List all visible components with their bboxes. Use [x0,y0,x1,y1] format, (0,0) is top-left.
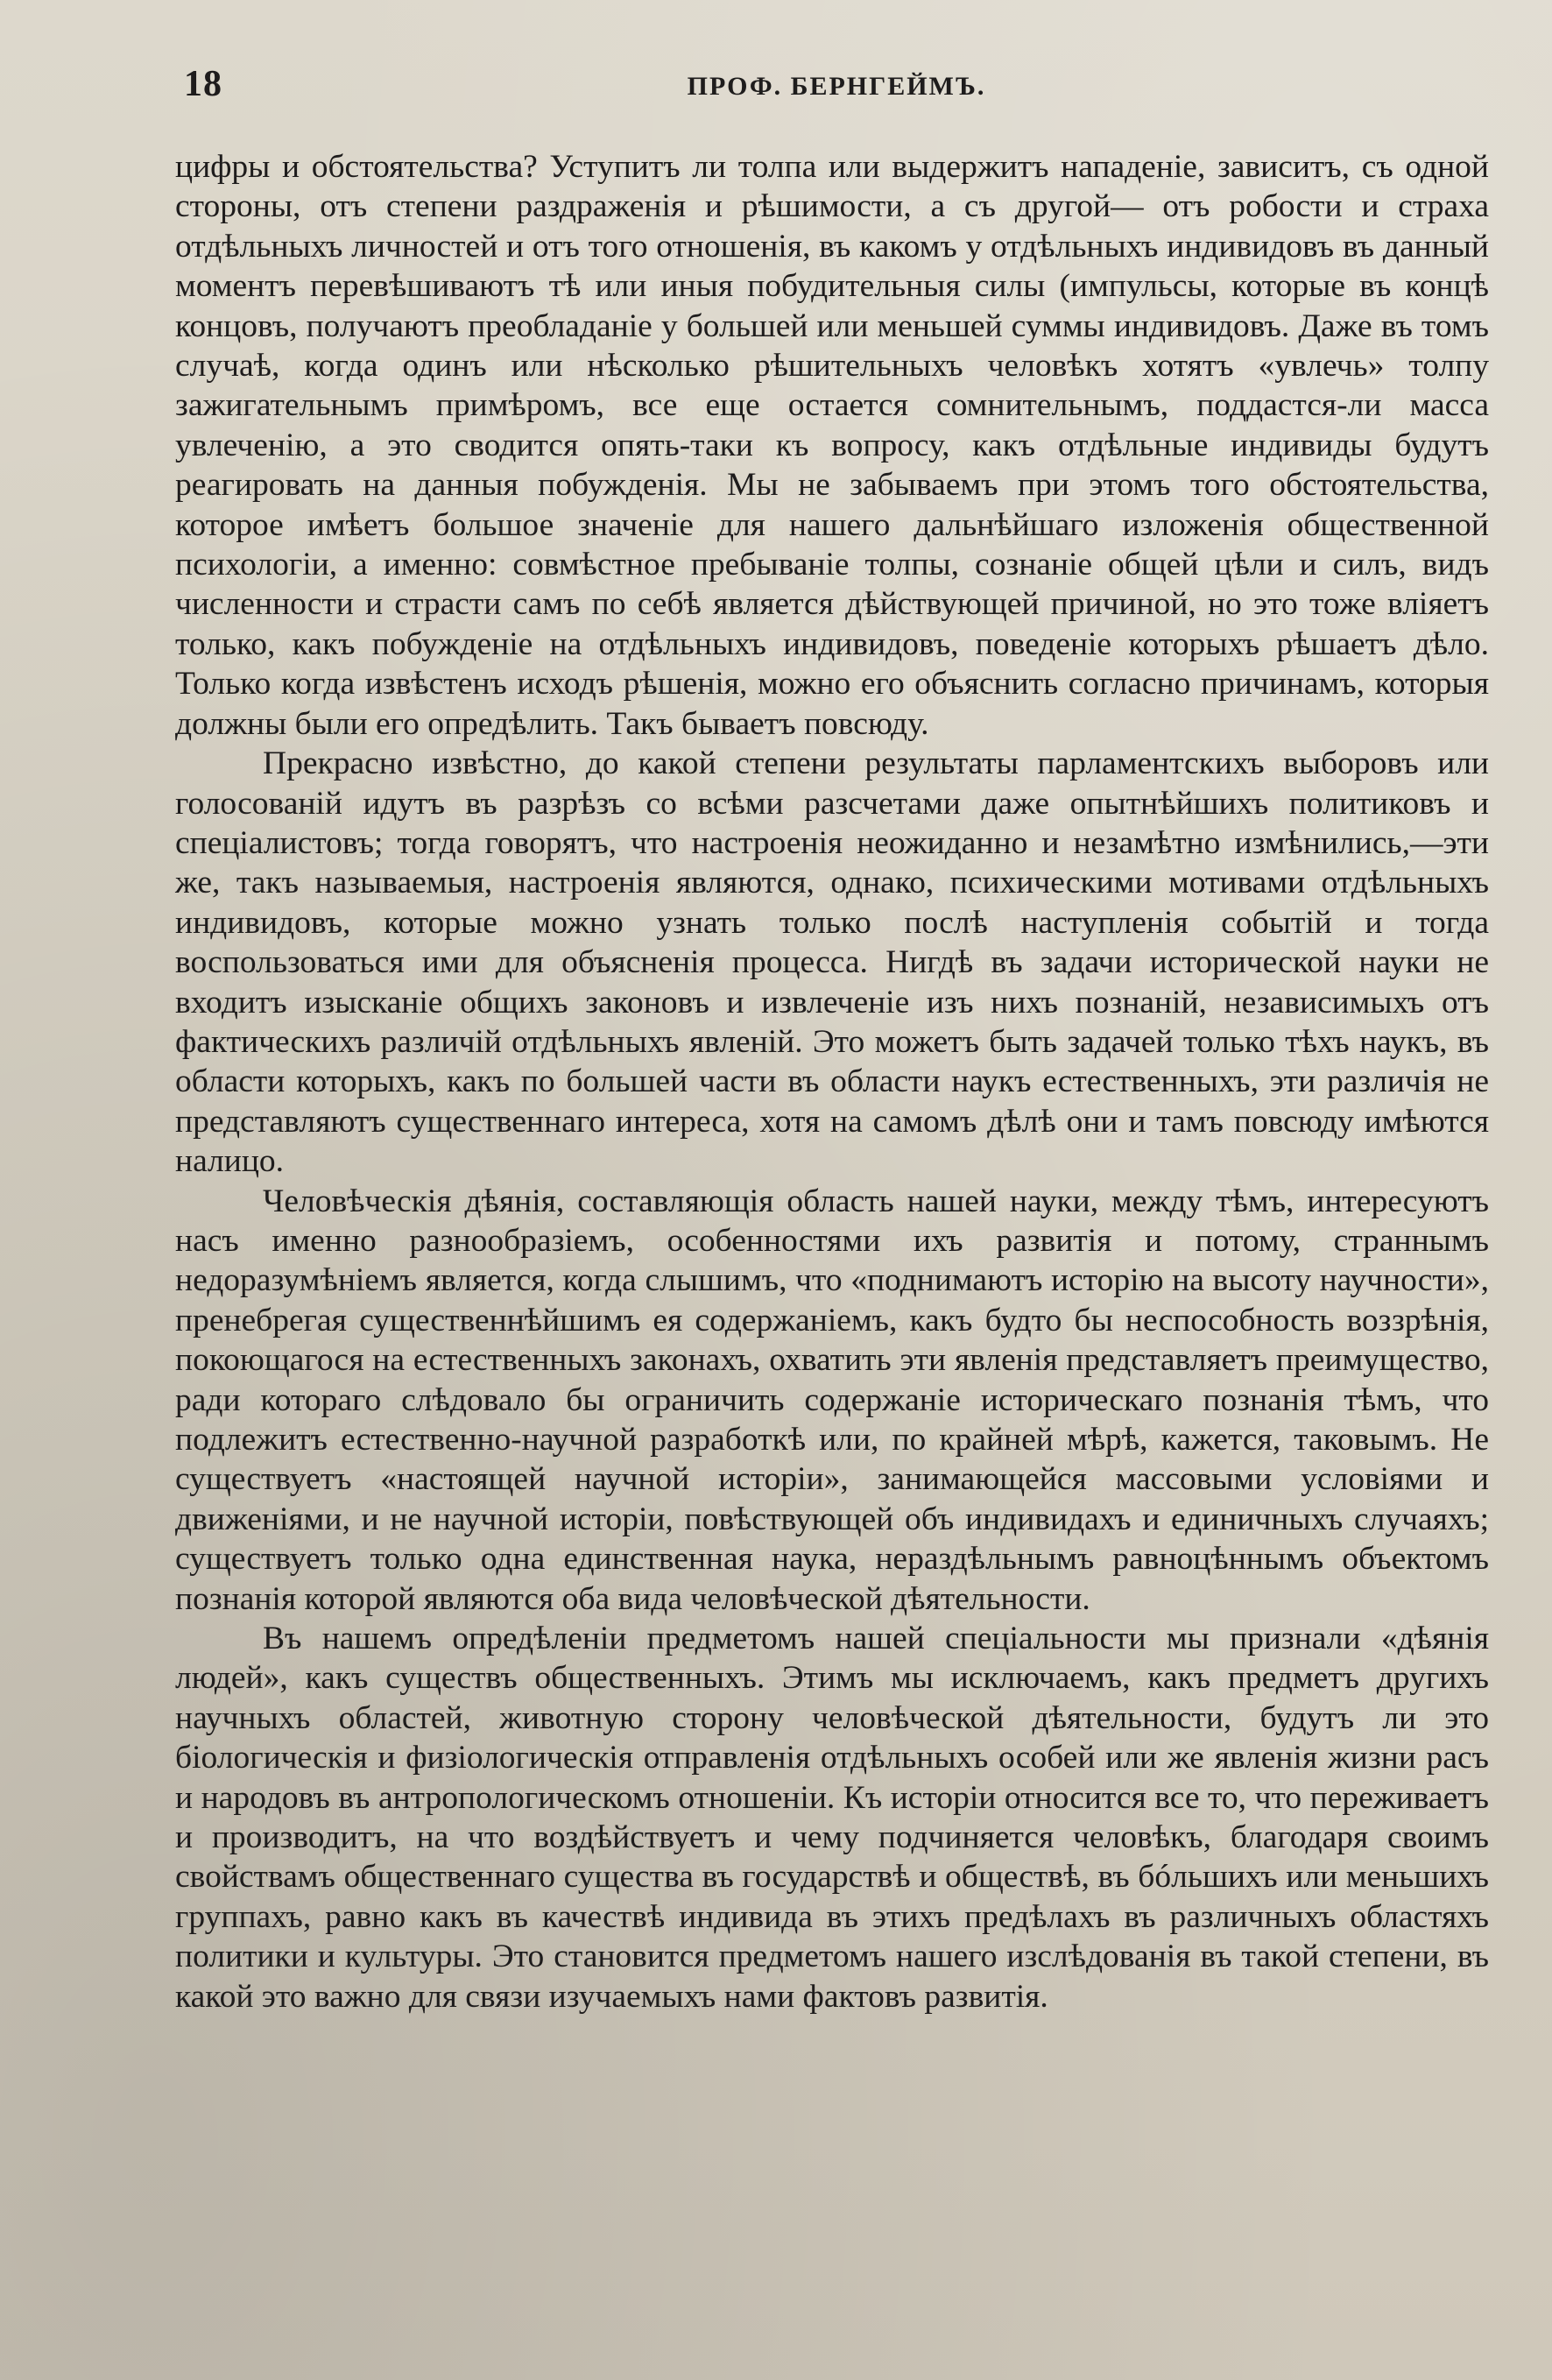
running-head: ПРОФ. БЕРНГЕЙМЪ. [687,72,986,101]
page-header [184,63,1489,116]
paragraph-3: Человѣческiя дѣянiя, составляющiя область нашей науки, между тѣмъ, интересуютъ насъ именно разнообразiемъ, особенностями ихъ развитiя и потому, страннымъ недоразумѣнiемъ является, когда слышимъ, что «поднимаютъ исторiю на высоту научности», пренебрегая существеннѣйшимъ ея содержанiемъ, какъ будто бы неспособность воззрѣнiя, покоющагося на естественныхъ законахъ, охватить эти явленiя представляетъ преимущество, ради котораго слѣдовало бы ограничить содержанiе историческаго познанiя тѣмъ, что подлежитъ естественно-научной разработкѣ или, по крайней мѣрѣ, кажется, таковымъ. Не существуетъ «настоящей научной исторiи», занимающейся массовыми условiями и движенiями, и не научной исторiи, повѣствующей объ индивидахъ и единичныхъ случаяхъ; существуетъ только одна единственная наука, нераздѣльнымъ равноцѣннымъ объектомъ познанiя которой являются оба вида человѣческой дѣятельности. [175,1183,1489,1617]
paragraph-4: Въ нашемъ опредѣленiи предметомъ нашей спецiальности мы признали «дѣянiя людей», какъ существъ общественныхъ. Этимъ мы исключаемъ, какъ предметъ другихъ научныхъ областей, животную сторону человѣческой дѣятельности, будутъ ли это бiологическiя и физiологическiя отправленiя отдѣльныхъ особей или же явленiя жизни расъ и народовъ въ антропологическомъ отношенiи. Къ исторiи относится все то, что переживаетъ и производитъ, на что воздѣйствуетъ и чему подчиняется человѣкъ, благодаря своимъ свойствамъ общественнаго существа въ государствѣ и обществѣ, въ бóльшихъ или меньшихъ группахъ, равно какъ въ качествѣ индивида въ этихъ предѣлахъ въ различныхъ областяхъ политики и культуры. Это становится предметомъ нашего изслѣдованiя въ такой степени, въ какой это важно для связи изучаемыхъ нами фактовъ развитiя. [175,1621,1489,2015]
paragraph-2: Прекрасно извѣстно, до какой степени результаты парламентскихъ выборовъ или голосованiй идутъ въ разрѣзъ со всѣми разсчетами даже опытнѣйшихъ политиковъ и спецiалистовъ; тогда говорятъ, что настроенiя неожиданно и незамѣтно измѣнились,—эти же, такъ называемыя, настроенiя являются, однако, психическими мотивами отдѣльныхъ индивидовъ, которые можно узнать только послѣ наступленiя событiй и тогда воспользоваться ими для объясненiя процесса. Нигдѣ въ задачи исторической науки не входитъ изысканiе общихъ законовъ и извлеченiе изъ нихъ познанiй, независимыхъ отъ фактическихъ различiй отдѣльныхъ явленiй. Это можетъ быть задачей только тѣхъ наукъ, въ области которыхъ, какъ по большей части въ области наукъ естественныхъ, эти различiя не представляютъ существеннаго интереса, хотя на самомъ дѣлѣ они и тамъ повсюду имѣются налицо. [175,745,1489,1180]
page-number: 18 [184,64,222,104]
paragraph-1: цифры и обстоятельства? Уступитъ ли толпа или выдержитъ нападенiе, зависитъ, съ одной стороны, отъ степени раздраженiя и рѣшимости, а съ другой— отъ робости и страха отдѣльныхъ личностей и отъ того отношенiя, въ какомъ у отдѣльныхъ индивидовъ въ данный моментъ перевѣшиваютъ тѣ или иныя побудительныя силы (импульсы, которые въ концѣ концовъ, получаютъ преобладанiе у большей или меньшей суммы индивидовъ. Даже въ томъ случаѣ, когда одинъ или нѣсколько рѣшительныхъ человѣкъ хотятъ «увлечь» толпу зажигательнымъ примѣромъ, все еще остается сомнительнымъ, поддастся-ли масса увлеченiю, а это сводится опять-таки къ вопросу, какъ отдѣльные индивиды будутъ реагировать на данныя побужденiя. Мы не забываемъ при этомъ того обстоятельства, которое имѣетъ большое значенiе для нашего дальнѣйшаго изложенiя общественной психологiи, а именно: совмѣстное пребыванiе толпы, сознанiе общей цѣли и силъ, видъ численности и страсти самъ по себѣ является дѣйствующей причиной, но это тоже влiяетъ только, какъ побужденiе на отдѣльныхъ индивидовъ, поведенiе которыхъ рѣшаетъ дѣло. Только когда извѣстенъ исходъ рѣшенiя, можно его объяснить согласно причинамъ, которыя должны были его опредѣлить. Такъ бываетъ повсюду. [175,149,1489,742]
body-text [175,147,1489,2016]
